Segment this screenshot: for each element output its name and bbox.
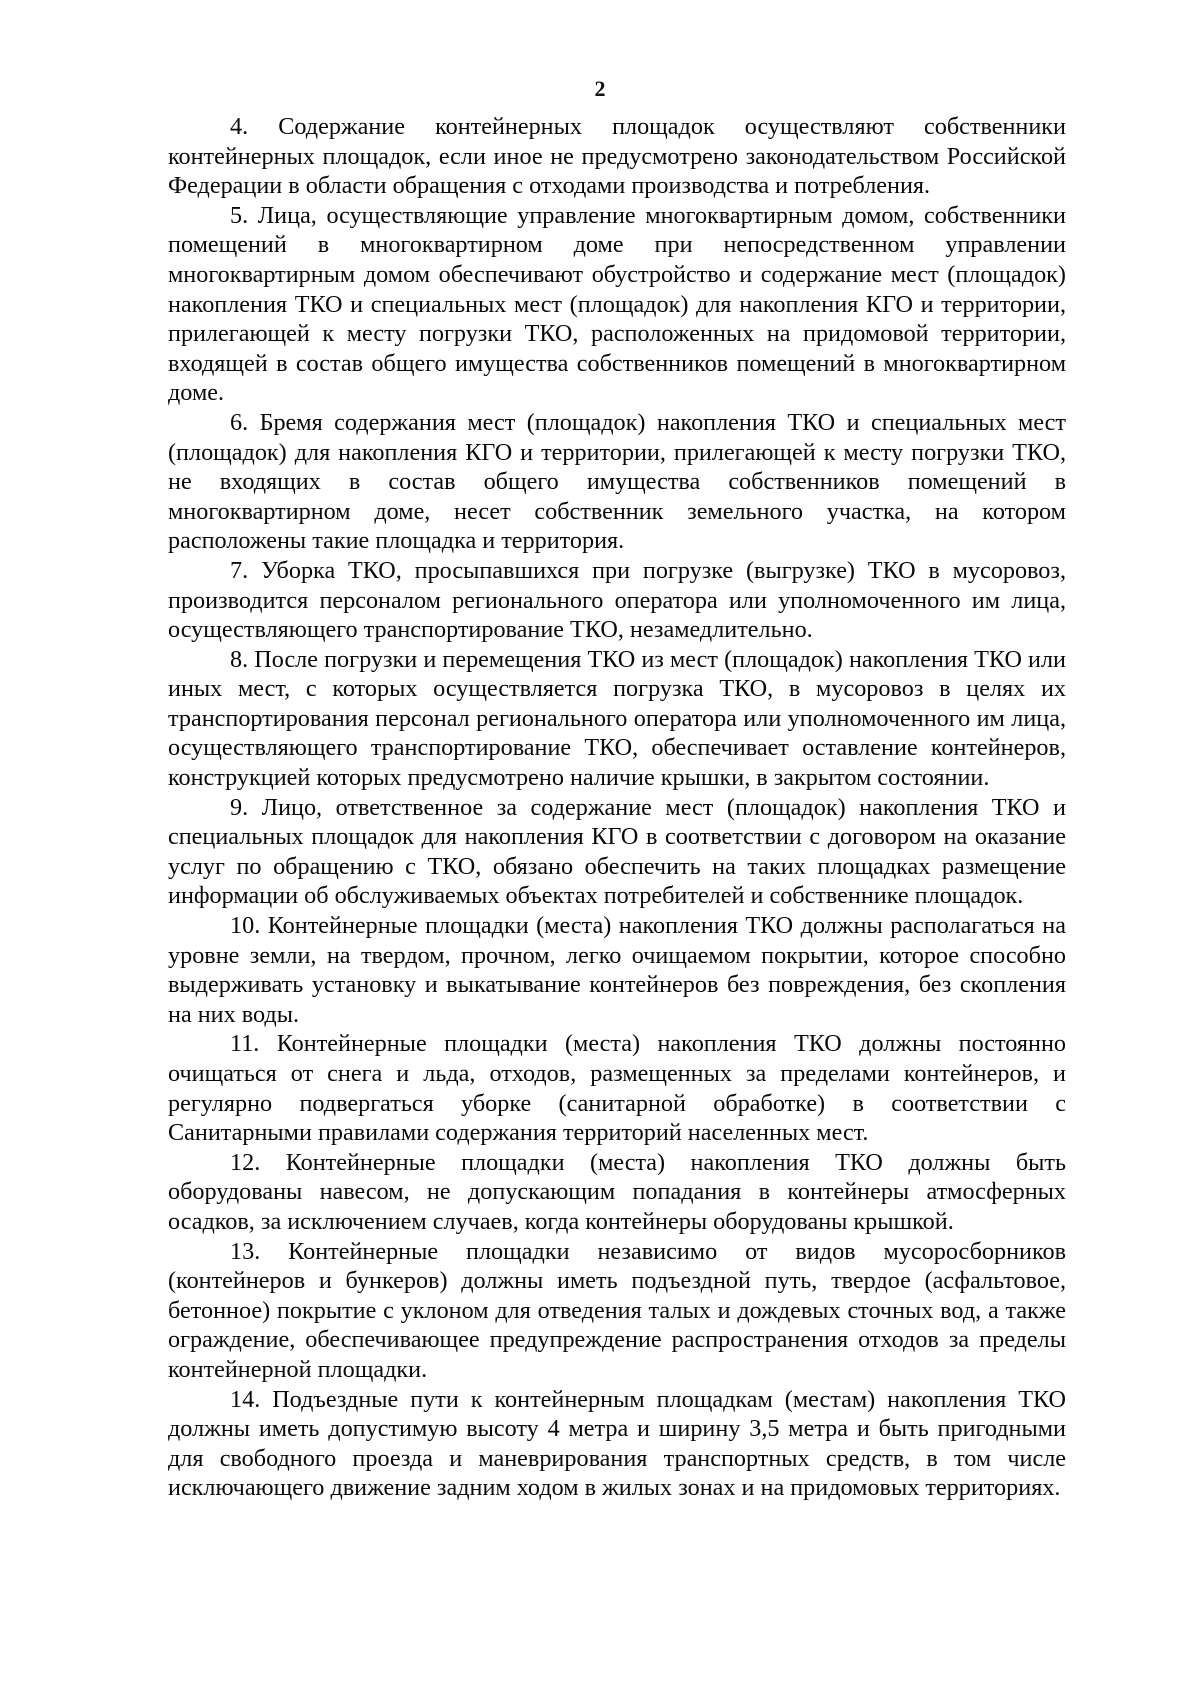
paragraph-12: 12. Контейнерные площадки (места) накопления ТКО должны быть оборудованы навесом, не допускающим попадания в контейнеры атмосферных осадков, за исключением случаев, когда контейнеры оборудованы крышкой. (168, 1148, 1066, 1235)
paragraph-5: 5. Лица, осуществляющие управление многоквартирным домом, собственники помещений в многоквартирном доме при непосредственном управлении многоквартирным домом обеспечивают обустройство и содержание мест (площадок) накопления ТКО и специальных мест (площадок) для накопления КГО и территории, прилегающей к месту погрузки ТКО, расположенных на придомовой территории, входящей в состав общего имущества собственников помещений в многоквартирном доме. (168, 201, 1066, 407)
document-body (168, 112, 1066, 1503)
paragraph-9: 9. Лицо, ответственное за содержание мест (площадок) накопления ТКО и специальных площадок для накопления КГО в соответствии с договором на оказание услуг по обращению с ТКО, обязано обеспечить на таких площадках размещение информации об обслуживаемых объектах потребителей и собственнике площадок. (168, 793, 1066, 910)
paragraph-10: 10. Контейнерные площадки (места) накопления ТКО должны располагаться на уровне земли, на твердом, прочном, легко очищаемом покрытии, которое способно выдерживать установку и выкатывание контейнеров без повреждения, без скопления на них воды. (168, 912, 1066, 1028)
paragraph-8: 8. После погрузки и перемещения ТКО из мест (площадок) накопления ТКО или иных мест, с которых осуществляется погрузка ТКО, в мусоровоз в целях их транспортирования персонал регионального оператора или уполномоченного им лица, осуществляющего транспортирование ТКО, обеспечивает оставление контейнеров, конструкцией которых предусмотрено наличие крышки, в закрытом состоянии. (168, 645, 1066, 792)
page-number: 2 (594, 76, 606, 101)
paragraph-7: 7. Уборка ТКО, просыпавшихся при погрузке (выгрузке) ТКО в мусоровоз, производится персоналом регионального оператора или уполномоченного им лица, осуществляющего транспортирование ТКО, незамедлительно. (168, 556, 1066, 644)
paragraph-4: 4. Содержание контейнерных площадок осуществляют собственники контейнерных площадок, если иное не предусмотрено законодательством Российской Федерации в области обращения с отходами производства и потребления. (168, 113, 1066, 200)
paragraph-11: 11. Контейнерные площадки (места) накопления ТКО должны постоянно очищаться от снега и льда, отходов, размещенных за пределами контейнеров, и регулярно подвергаться уборке (санитарной обработке) в соответствии с Санитарными правилами содержания территорий населенных мест. (168, 1030, 1066, 1147)
paragraph-14: 14. Подъездные пути к контейнерным площадкам (местам) накопления ТКО должны иметь допустимую высоту 4 метра и ширину 3,5 метра и быть пригодными для свободного проезда и маневрирования транспортных средств, в том числе исключающего движение задним ходом в жилых зонах и на придомовых территориях. (168, 1385, 1066, 1502)
paragraph-6: 6. Бремя содержания мест (площадок) накопления ТКО и специальных мест (площадок) для накопления КГО и территории, прилегающей к месту погрузки ТКО, не входящих в состав общего имущества собственников помещений в многоквартирном доме, несет собственник земельного участка, на котором расположены такие площадка и территория. (168, 408, 1066, 555)
paragraph-13: 13. Контейнерные площадки независимо от видов мусоросборников (контейнеров и бункеров) должны иметь подъездной путь, твердое (асфальтовое, бетонное) покрытие с уклоном для отведения талых и дождевых сточных вод, а также ограждение, обеспечивающее предупреждение распространения отходов за пределы контейнерной площадки. (168, 1237, 1066, 1383)
